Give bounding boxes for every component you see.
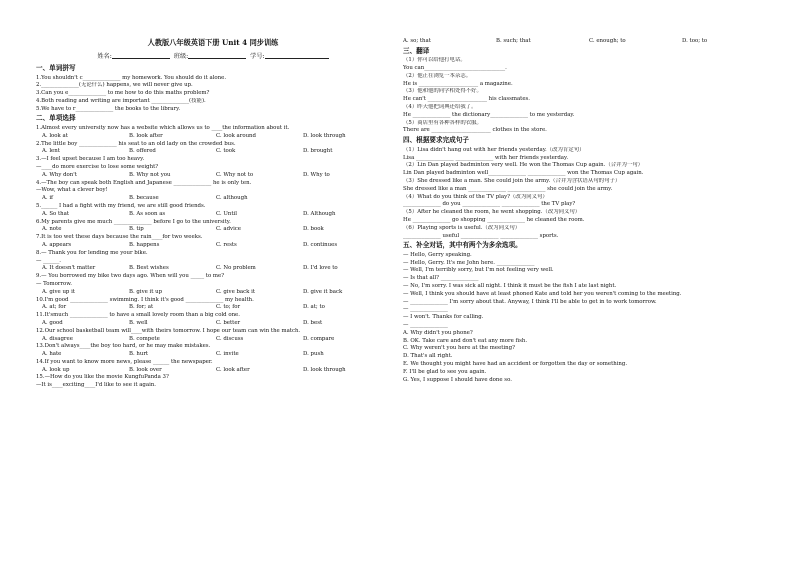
dialogue-line: — Well, I think you should have at least phoned Kate and told her you weren't coming to the meeting. — [403, 290, 682, 297]
dialogue-line: — Is that all? ______________ — [403, 275, 479, 282]
option: C. discuss — [216, 335, 244, 342]
question-text: 10.I'm good ______________ swimming. I think it's good ______________ my health. — [36, 296, 254, 303]
question-options — [36, 133, 390, 141]
dialogue-line: C. Why weren't you here at the meeting? — [403, 345, 515, 352]
question-text: 1.Almost every university now has a website which allows us to ____the information about it. — [36, 124, 290, 131]
rewrite-line: （3）She dressed like a man. She could join the army.（合并为含状语从句的句子） — [403, 177, 621, 184]
page-title: 人教版八年级英语下册 Unit 4 同步训练 — [147, 38, 279, 47]
section-2-heading: 二、单项选择 — [36, 114, 76, 123]
section-5-heading: 五、补全对话，其中有两个为多余选项。 — [403, 241, 522, 250]
translation-line: There are ______________________ clothes in the store. — [403, 127, 547, 134]
translation-line: He is ______________________ a magazine. — [403, 80, 513, 87]
option: B. As soon as — [129, 210, 166, 217]
option: D. book — [303, 226, 324, 233]
question-text: —Wow, what a clever boy! — [36, 187, 108, 194]
spelling-item: 1.You shouldn't c______________ my homework. You should do it alone. — [36, 74, 227, 81]
rewrite-line: ______________ useful ______________ ______________ sports. — [403, 232, 559, 239]
class-label: 班级: — [173, 53, 189, 60]
option: C. better — [216, 319, 241, 326]
option: C. give back it — [216, 288, 256, 295]
question-text: —It is____exciting____I'd like to see it again. — [36, 382, 157, 389]
dialogue-line: — I won't. Thanks for calling. — [403, 314, 484, 321]
dialogue-line: — No, I'm sorry. I was sick all night. I think it must be the fish I ate last night. — [403, 283, 617, 290]
option: B. Best wishes — [129, 265, 169, 272]
rewrite-line: Lisa ______________ ______________ with her friends yesterday. — [403, 154, 569, 161]
option: B. because — [129, 195, 159, 202]
question-text: 9.— You borrowed my bike two days ago. When will you _____ to me? — [36, 273, 225, 280]
option: D. give it back — [303, 288, 343, 295]
name-blank[interactable] — [112, 51, 170, 59]
class-blank[interactable] — [188, 51, 246, 59]
rewrite-line: He ______________ go shopping ______________ he cleaned the room. — [403, 216, 585, 223]
option: A. give up it — [42, 288, 75, 295]
translation-list — [403, 57, 775, 135]
question-options — [36, 211, 390, 219]
translation-line: （2）他正在浏览一本杂志。 — [403, 72, 472, 79]
left-column — [36, 38, 390, 390]
option: D. at; to — [303, 304, 325, 311]
translation-line: （1）你可以给他打电话。 — [403, 57, 466, 64]
question-options — [36, 304, 390, 312]
question-options — [36, 336, 390, 344]
option: D. brought — [303, 148, 333, 155]
option: C. enough; to — [589, 38, 626, 44]
question-options — [36, 367, 390, 375]
option: A. hate — [42, 351, 62, 358]
option: D. compare — [303, 335, 335, 342]
option: D. look through — [303, 366, 346, 373]
option — [303, 195, 390, 203]
id-label: 学号: — [250, 53, 265, 60]
question-text: — ______. — [36, 257, 61, 264]
dialogue-line: — Well, I'm terribly sorry, but I'm not feeling very well. — [403, 267, 554, 274]
spelling-item: 4.Both reading and writing are important ______________(技能). — [36, 97, 206, 104]
option: C. rests — [216, 241, 237, 248]
dialogue-line: — Hello, Gerry. It's me John here. ______________ — [403, 259, 535, 266]
q15-options — [403, 38, 775, 46]
id-blank[interactable] — [265, 51, 329, 59]
question-text: 8.— Thank you for lending me your bike. — [36, 249, 148, 256]
name-label: 姓名: — [97, 53, 112, 60]
option: C. No problem — [216, 265, 256, 272]
rewrite-line: （4）What do you think of the TV play?（改为同义句） — [403, 193, 548, 200]
question-text: 5.______ I had a fight with my friend, we are still good friends. — [36, 202, 206, 209]
question-options — [36, 289, 390, 297]
option: B. happens — [129, 241, 160, 248]
question-options — [36, 226, 390, 234]
option: A. So that — [42, 210, 69, 217]
option: C. invite — [216, 351, 239, 358]
option: B. look over — [129, 366, 162, 373]
question-text: 12.Our school basketball team will____with theirs tomorrow. I hope our team can win the match. — [36, 327, 301, 334]
dialogue-line: A. Why didn't you phone? — [403, 329, 473, 336]
section-1-heading: 一、单词拼写 — [36, 64, 76, 72]
option: A. if — [42, 195, 54, 202]
spelling-item: 5.We have to r______________ the books to the library. — [36, 105, 181, 112]
question-options — [36, 172, 390, 180]
question-text: 14.If you want to know more news, please ______ the newspaper. — [36, 358, 213, 365]
option: A. at; for — [42, 304, 67, 311]
question-options — [36, 265, 390, 273]
question-options — [36, 320, 390, 328]
option: A. It doesn't matter — [42, 265, 96, 272]
option: B. compete — [129, 335, 160, 342]
translation-line: （5）商店里有各种各样的衣服。 — [403, 119, 482, 126]
multiple-choice-list — [36, 125, 390, 390]
option: A. lent — [42, 148, 60, 155]
option: B. hurt — [129, 351, 149, 358]
option: C. Until — [216, 210, 237, 217]
question-options — [36, 148, 390, 156]
question-options — [36, 351, 390, 359]
translation-line: He ______________ the dictionary______________ to me yesterday. — [403, 111, 575, 118]
question-text: 7.It is too wet these days because the rain____for two weeks. — [36, 234, 203, 241]
option: A. disagree — [42, 335, 73, 342]
dialogue-line: — ______________ — [403, 306, 448, 313]
question-text: 2.The little boy ______________ his seat to an old lady on the crowded bus. — [36, 140, 236, 147]
question-text: 3.—I feel upset because I am too heavy. — [36, 156, 145, 163]
section-4-heading: 四、根据要求完成句子 — [403, 136, 469, 145]
option: C. look after — [216, 366, 250, 373]
question-text: 15.—How do you like the movie KungfuPanda 3? — [36, 374, 169, 381]
option: D. best — [303, 319, 323, 326]
question-text: 11.It'smuch ______________ to have a small lovely room than a big cold one. — [36, 312, 240, 319]
option: B. for; at — [129, 304, 154, 311]
question-text: —____do more exercise to lose some weight? — [36, 163, 159, 170]
option: A. appears — [42, 241, 72, 248]
question-text: 6.My parents give me much ______________ before I go to the university. — [36, 218, 231, 225]
question-text: — Tomorrow. — [36, 280, 72, 287]
option: B. such; that — [496, 38, 531, 44]
option: D. I'd love to — [303, 265, 338, 272]
option: C. to; for — [216, 304, 241, 311]
option: B. tip — [129, 226, 144, 233]
option: A. Why don't — [42, 171, 77, 178]
option: C. took — [216, 148, 236, 155]
option: D. look through — [303, 132, 346, 139]
translation-line: （4）昨天他把词典还给我了。 — [403, 104, 477, 111]
section-3-heading: 三、翻译 — [403, 46, 430, 55]
dialogue-line: G. Yes, I suppose I should have done so. — [403, 376, 512, 383]
option: D. Why to — [303, 171, 330, 178]
option: D. continues — [303, 241, 338, 248]
dialogue-line: B. OK. Take care and don't eat any more fish. — [403, 337, 528, 344]
option: A. good — [42, 319, 63, 326]
right-column — [403, 38, 775, 384]
option: C. although — [216, 195, 248, 202]
dialogue-line: F. I'll be glad to see you again. — [403, 368, 487, 375]
question-text: 4.—The boy can speak both English and Japanese ______________ he is only ten. — [36, 179, 252, 186]
option: D. too; to — [682, 38, 708, 44]
option: C. look around — [216, 132, 256, 139]
spelling-item: 2.______________(无论什么) happens, we will never give up. — [36, 82, 193, 89]
dialogue-line: — ______________ — [403, 322, 448, 328]
option: B. Why not you — [129, 171, 171, 178]
option: B. look after — [129, 132, 163, 139]
option: A. look up — [42, 366, 70, 373]
rewrite-line: ______________ do you ______________ ______________ the TV play? — [403, 201, 576, 208]
translation-line: He can't ______________________ his classmates. — [403, 96, 531, 103]
option: A. look at — [42, 132, 68, 139]
option: C. Why not to — [216, 171, 254, 178]
question-options — [36, 242, 390, 250]
option: A. note — [42, 226, 62, 233]
dialogue-line: — Hello, Gerry speaking. — [403, 251, 472, 258]
option: B. give it up — [129, 288, 163, 295]
rewrite-line: Lin Dan played badminton well______________ ______________ won the Thomas Cup again. — [403, 170, 644, 177]
translation-line: （3）他和他的同学相处得不好。 — [403, 88, 482, 95]
option: B. well — [129, 319, 148, 326]
dialogue-list — [403, 252, 775, 385]
question-options — [36, 195, 390, 203]
rewrite-line: （6）Playing sports is useful.（改为同义句） — [403, 224, 521, 231]
rewrite-line: She dressed like a man ______________ ______________ she could join the army. — [403, 185, 613, 192]
dialogue-line: D. That's all right. — [403, 353, 453, 360]
rewrite-line: （5）After he cleaned the room, he went shopping.（改为同义句） — [403, 209, 581, 216]
option: A. so; that — [403, 38, 431, 44]
rewrite-line: （1）Lisa didn't hang out with her friends yesterday.（改为肯定句） — [403, 146, 585, 153]
spelling-item: 3.Can you e______________ to me how to do this maths problem? — [36, 90, 210, 97]
option: C. advice — [216, 226, 242, 233]
option: D. push — [303, 351, 324, 358]
dialogue-line: — ______________ I'm sorry about that. Anyway, I think I'll be able to get in to work tomorrow. — [403, 298, 657, 305]
student-info — [36, 51, 390, 61]
translation-line: You can______________________________. — [403, 65, 507, 72]
option: B. offered — [129, 148, 156, 155]
question-text: 13.Don't always____the boy too hard, or he may make mistakes. — [36, 343, 211, 350]
dialogue-line: E. We thought you might have had an accident or forgotten the day or something. — [403, 360, 628, 367]
option: D. Although — [303, 210, 336, 217]
rewrite-list — [403, 147, 775, 241]
rewrite-line: （2）Lin Dan played badminton very well. He won the Thomas Cup again.（合并为一句） — [403, 162, 644, 169]
